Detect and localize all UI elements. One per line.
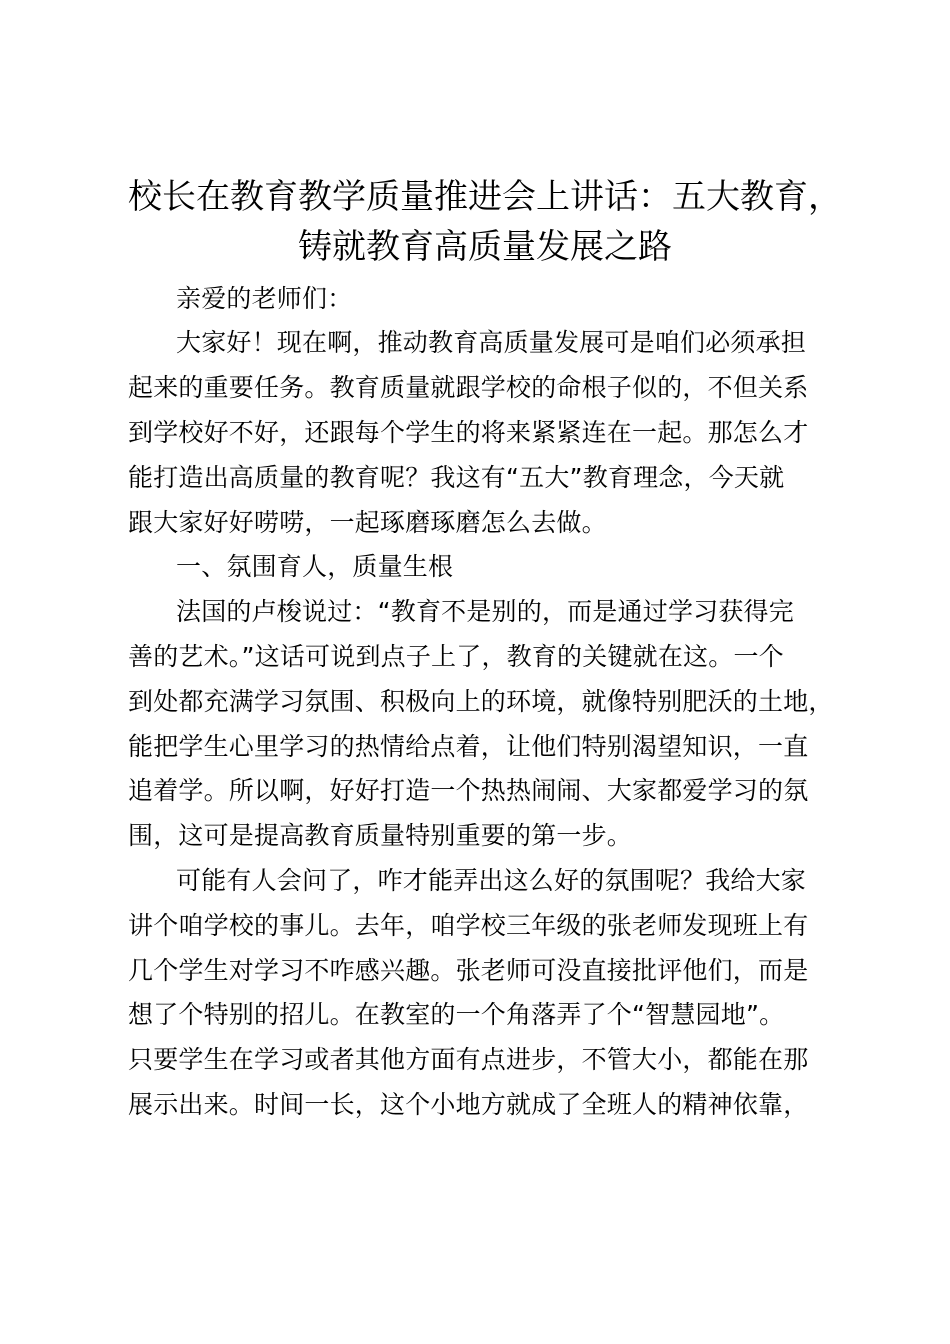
paragraph-line: 围，这可是提高教育质量特别重要的第一步。 [128, 821, 633, 850]
paragraph-line: 可能有人会问了，咋才能弄出这么好的氛围呢？我给大家 [176, 866, 807, 895]
paragraph-line: 善的艺术。”这话可说到点子上了，教育的关键就在这。一个 [128, 642, 784, 671]
paragraph-line: 想了个特别的招儿。在教室的一个角落弄了个“智慧园地”。 [128, 1000, 785, 1029]
paragraph-line: 起来的重要任务。教育质量就跟学校的命根子似的，不但关系 [128, 373, 809, 402]
paragraph-line: 追着学。所以啊，好好打造一个热热闹闹、大家都爱学习的氛 [128, 776, 809, 805]
paragraph-line: 能打造出高质量的教育呢？我这有“五大”教育理念，今天就 [128, 463, 785, 492]
paragraph-line: 跟大家好好唠唠，一起琢磨琢磨怎么去做。 [128, 508, 607, 537]
paragraph-line: 能把学生心里学习的热情给点着，让他们特别渴望知识，一直 [128, 732, 809, 761]
paragraph-line: 到处都充满学习氛围、积极向上的环境，就像特别肥沃的土地， [128, 687, 834, 716]
document-title-line-1: 校长在教育教学质量推进会上讲话：五大教育， [128, 177, 842, 217]
salutation: 亲爱的老师们： [176, 284, 353, 313]
section-heading: 一、氛围育人，质量生根 [176, 552, 454, 581]
paragraph-line: 几个学生对学习不咋感兴趣。张老师可没直接批评他们，而是 [128, 956, 809, 985]
document-title-line-2: 铸就教育高质量发展之路 [298, 227, 672, 267]
paragraph-line: 到学校好不好，还跟每个学生的将来紧紧连在一起。那怎么才 [128, 418, 809, 447]
paragraph-line: 法国的卢梭说过：“教育不是别的，而是通过学习获得完 [176, 597, 794, 626]
paragraph-line: 展示出来。时间一长，这个小地方就成了全班人的精神依靠， [128, 1090, 809, 1119]
paragraph-line: 大家好！现在啊，推动教育高质量发展可是咱们必须承担 [176, 328, 807, 357]
paragraph-line: 讲个咱学校的事儿。去年，咱学校三年级的张老师发现班上有 [128, 911, 809, 940]
paragraph-line: 只要学生在学习或者其他方面有点进步，不管大小，都能在那 [128, 1045, 809, 1074]
